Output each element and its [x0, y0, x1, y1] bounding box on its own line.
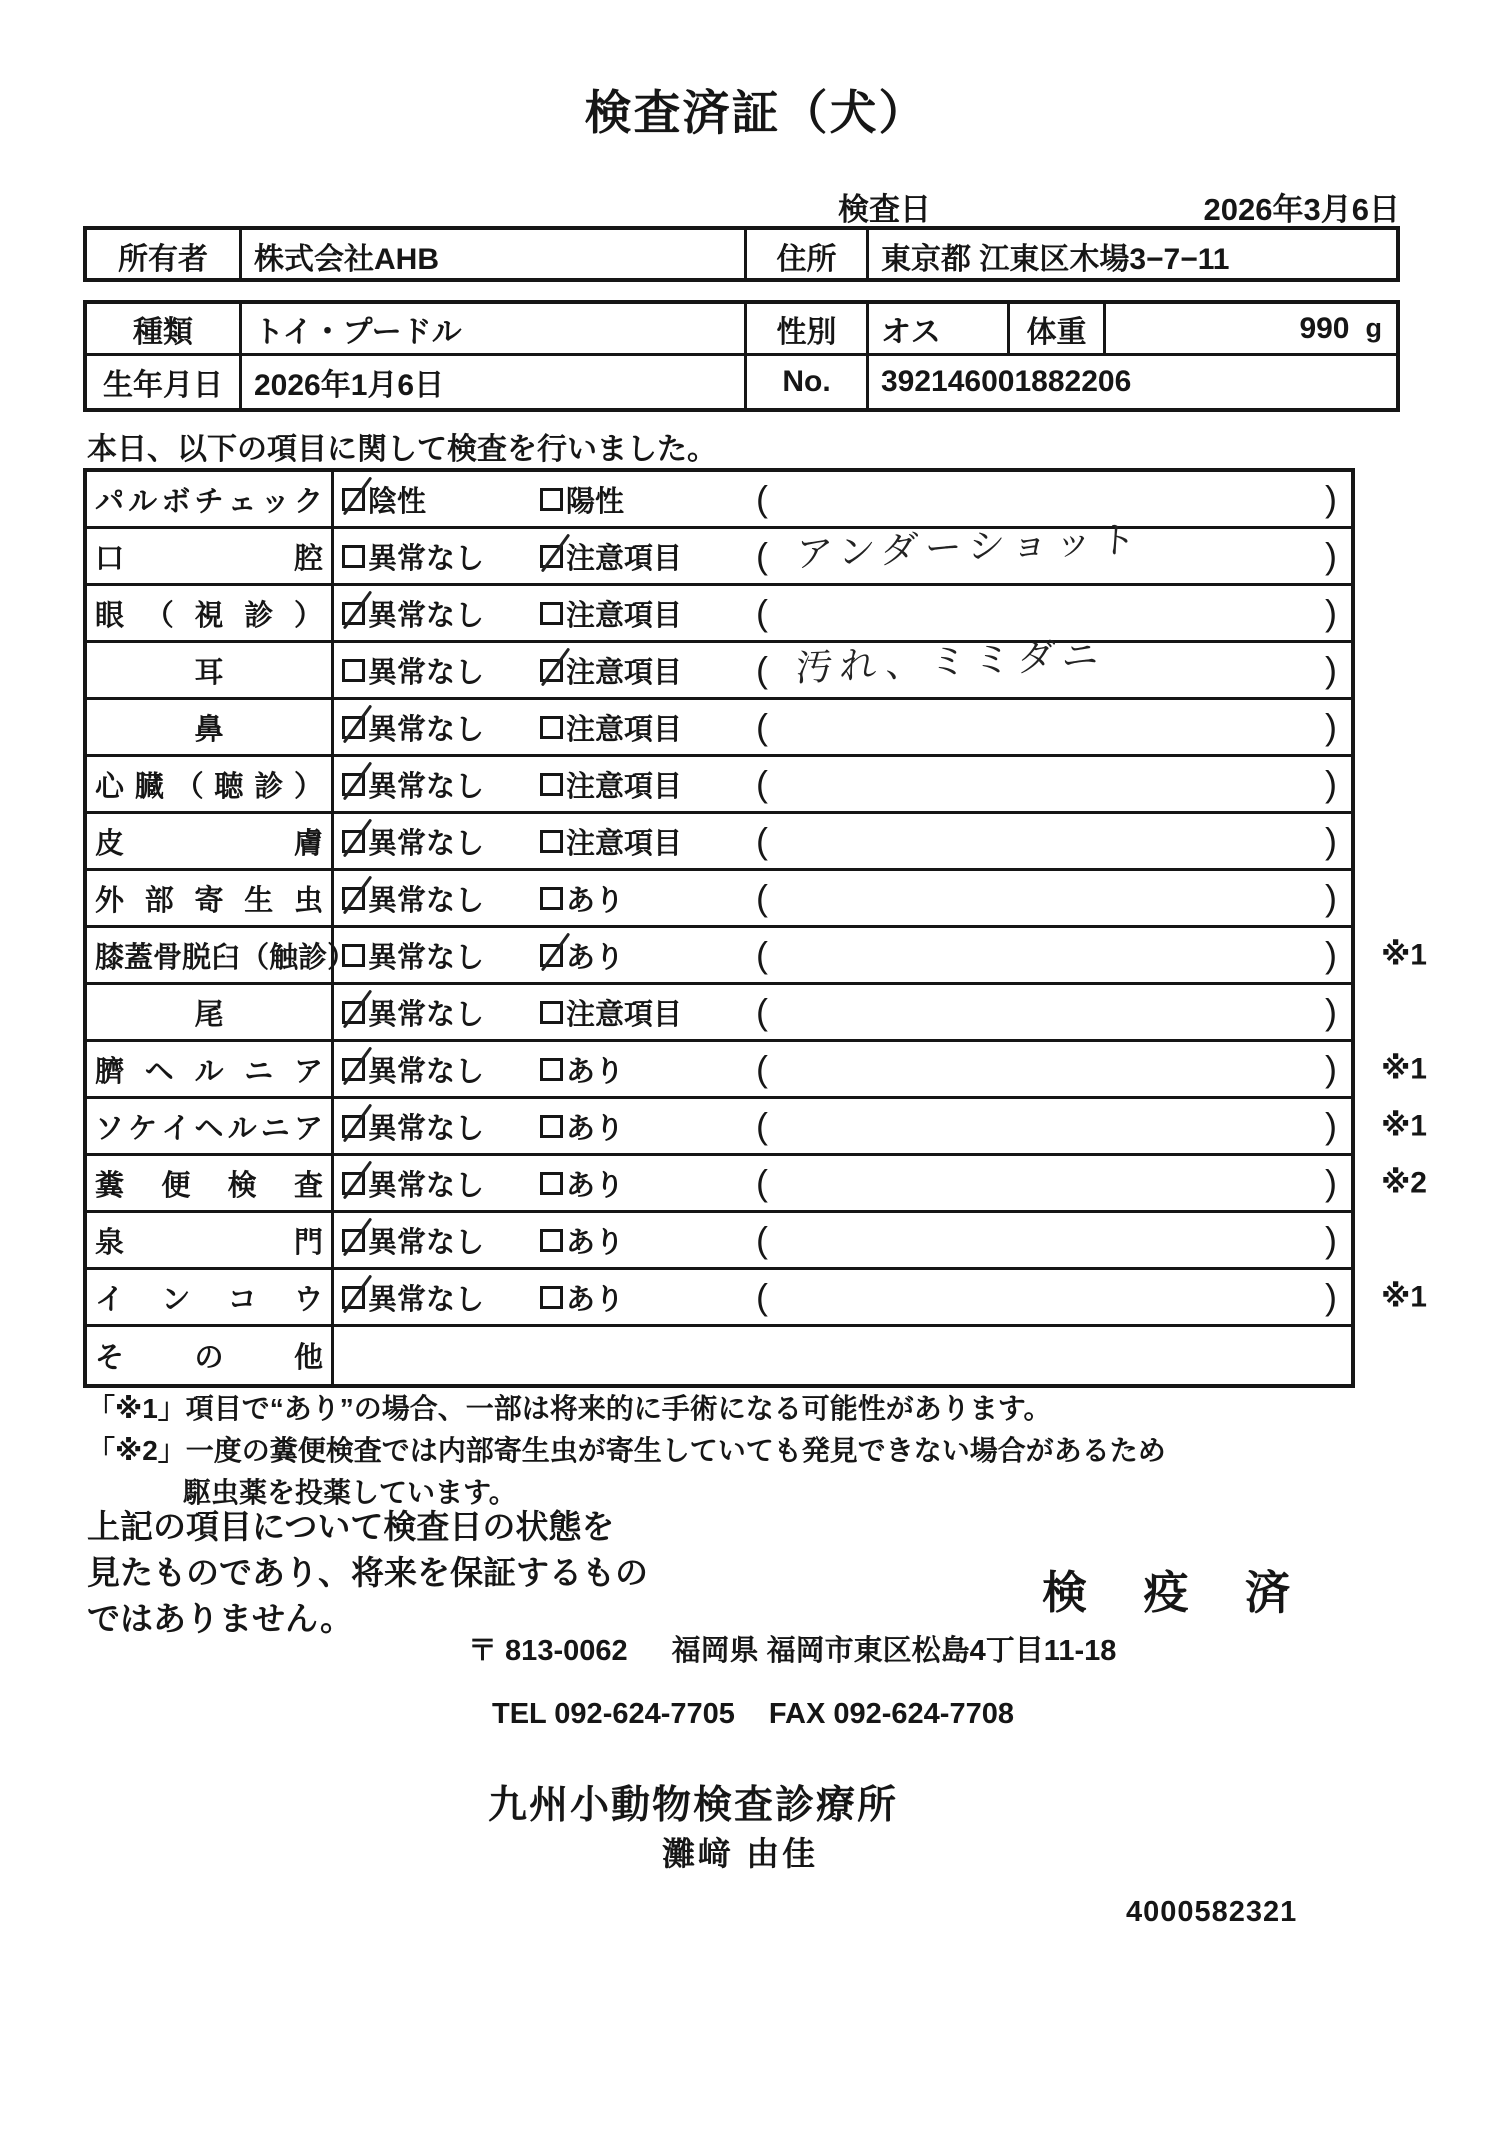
birthdate-value: 2026年1月6日: [239, 356, 744, 408]
close-paren: ): [1325, 763, 1337, 804]
quarantine-done-stamp: 検 疫 済: [1042, 1567, 1313, 1618]
checkbox-icon: [342, 1115, 365, 1138]
checklist-item-label: 皮 膚: [87, 814, 334, 868]
inspection-date-label: 検査日: [838, 192, 931, 227]
clinic-address-row: [468, 1628, 1116, 1669]
close-paren: ): [1325, 820, 1337, 861]
open-paren: (: [756, 934, 768, 975]
checklist-option-1: [342, 479, 540, 520]
option-1-label: 異常なし: [368, 827, 485, 860]
handwritten-note: [768, 927, 1324, 951]
clinic-postal-code: 〒 813-0062: [468, 1635, 628, 1667]
open-paren: (: [756, 592, 768, 633]
checkbox-icon: [342, 1229, 365, 1252]
checklist-option-1: [342, 593, 540, 634]
checklist-option-2: [540, 878, 756, 919]
footnote-ref-mark: ※1: [1381, 1280, 1427, 1314]
checkbox-icon: [540, 1286, 563, 1309]
option-2-label: 注意項目: [566, 656, 683, 689]
checklist-options: [334, 518, 1351, 583]
inspection-date-row: [838, 184, 1400, 229]
checkbox-icon: [540, 716, 563, 739]
checklist-options: [334, 1042, 1351, 1096]
checklist-options: [334, 700, 1351, 754]
handwritten-note: 汚れ、ミミダニ: [794, 634, 1107, 689]
checklist-options: [334, 1156, 1351, 1210]
checkbox-icon: [540, 1172, 563, 1195]
checkbox-icon: [342, 716, 365, 739]
checkbox-icon: [540, 602, 563, 625]
checklist-row: [87, 634, 1351, 700]
checklist-option-2: [540, 593, 756, 634]
id-number-label: No.: [744, 356, 866, 408]
checkbox-icon: [342, 1001, 365, 1024]
veterinarian-name: 灘﨑 由佳: [662, 1835, 819, 1872]
checklist-item-label: 眼 （ 視 診 ）: [87, 586, 334, 640]
checklist-row: [87, 871, 1351, 928]
checkbox-icon: [342, 602, 365, 625]
checklist-row: [87, 1213, 1351, 1270]
clinic-fax: FAX 092-624-7708: [768, 1698, 1014, 1730]
owner-table: [83, 226, 1400, 282]
option-2-label: あり: [566, 1112, 625, 1145]
checklist-option-2: [540, 1163, 756, 1204]
checkbox-icon: [342, 830, 365, 853]
close-paren: ): [1325, 934, 1337, 975]
open-paren: (: [756, 763, 768, 804]
open-paren: (: [756, 649, 768, 690]
option-1-label: 異常なし: [368, 884, 485, 917]
handwritten-note: [768, 1041, 1324, 1065]
checkbox-icon: [540, 944, 563, 967]
handwritten-note: [768, 699, 1324, 723]
checklist-option-1: [342, 878, 540, 919]
clinic-phone-row: [492, 1698, 1014, 1731]
open-paren: (: [756, 535, 768, 576]
option-1-label: 異常なし: [368, 542, 485, 575]
weight-value: 990: [1299, 311, 1350, 345]
checkbox-icon: [342, 1058, 365, 1081]
checkbox-icon: [342, 659, 365, 682]
checklist-item-label: 泉 門: [87, 1213, 334, 1267]
clinic-tel: TEL 092-624-7705: [492, 1698, 735, 1730]
close-paren: ): [1325, 478, 1337, 519]
checklist-option-2: [540, 1049, 756, 1090]
option-1-label: 異常なし: [368, 941, 485, 974]
close-paren: ): [1325, 877, 1337, 918]
checkbox-icon: [540, 773, 563, 796]
checklist-option-2: [540, 707, 756, 748]
owner-value: 株式会社AHB: [239, 230, 744, 282]
checkbox-icon: [342, 1286, 365, 1309]
checklist-option-1: [342, 536, 540, 577]
id-number-value: 392146001882206: [866, 356, 1396, 408]
checklist-options: [334, 985, 1351, 1039]
dog-table: [83, 300, 1400, 412]
breed-label: 種類: [133, 315, 193, 349]
open-paren: (: [756, 1162, 768, 1203]
checkbox-icon: [342, 944, 365, 967]
open-paren: (: [756, 1219, 768, 1260]
option-2-label: あり: [566, 941, 625, 974]
option-1-label: 異常なし: [368, 1226, 485, 1259]
checklist-item-label: 膝 蓋 骨 脱 臼 （ 触 診 ）: [87, 928, 334, 982]
footnote-ref-mark: ※1: [1381, 1109, 1427, 1143]
checklist-item-label: 臍 ヘ ル ニ ア: [87, 1042, 334, 1096]
clinic-name: 九州小動物検査診療所: [488, 1784, 899, 1827]
option-2-label: あり: [566, 1283, 625, 1316]
checklist-option-1: [342, 1106, 540, 1147]
close-paren: ): [1325, 1162, 1337, 1203]
handwritten-note: [768, 984, 1324, 1008]
checklist-option-2: [540, 935, 756, 976]
footnote-ref-mark: ※1: [1381, 938, 1427, 972]
checklist-option-1: [342, 764, 540, 805]
checkbox-icon: [342, 773, 365, 796]
document-number: 4000582321: [1126, 1896, 1298, 1928]
checklist-option-1: [342, 1163, 540, 1204]
checkbox-icon: [540, 1058, 563, 1081]
handwritten-note: [768, 1098, 1324, 1122]
checkbox-icon: [342, 545, 365, 568]
handwritten-note: [768, 1269, 1324, 1293]
open-paren: (: [756, 706, 768, 747]
open-paren: (: [756, 1276, 768, 1317]
checkbox-icon: [540, 1115, 563, 1138]
open-paren: (: [756, 877, 768, 918]
checklist-option-1: [342, 935, 540, 976]
option-2-label: 陽性: [566, 485, 625, 518]
checkbox-icon: [540, 659, 563, 682]
weight-label: 体重: [1007, 304, 1103, 353]
footnote-1: 「※1」項目で“あり”の場合、一部は将来的に手術になる可能性があります。: [87, 1393, 1052, 1424]
option-2-label: あり: [566, 1226, 625, 1259]
checklist-item-label: そ の 他: [87, 1327, 334, 1384]
examination-checklist-table: [83, 468, 1427, 1388]
open-paren: (: [756, 991, 768, 1032]
footnote-ref-mark: ※1: [1381, 1052, 1427, 1086]
close-paren: ): [1325, 1276, 1337, 1317]
checkbox-icon: [540, 1001, 563, 1024]
footnotes: [87, 1388, 1166, 1514]
checklist-row: [87, 700, 1351, 757]
owner-label: 所有者: [118, 243, 208, 276]
option-2-label: 注意項目: [566, 542, 683, 575]
weight-unit: g: [1365, 313, 1382, 343]
checklist-option-2: [540, 479, 756, 520]
handwritten-note: [768, 813, 1324, 837]
checkbox-icon: [342, 887, 365, 910]
footnote-ref-mark: ※2: [1381, 1166, 1427, 1200]
checklist-item-label: パ ル ボ チ ェ ッ ク: [87, 472, 334, 526]
checklist-row: [87, 757, 1351, 814]
checklist-row: [87, 1156, 1427, 1213]
checklist-row: [87, 928, 1427, 985]
checklist-item-label: 鼻: [87, 700, 334, 754]
option-2-label: 注意項目: [566, 599, 683, 632]
checklist-option-1: [342, 1220, 540, 1261]
close-paren: ): [1325, 991, 1337, 1032]
checklist-options: [334, 814, 1351, 868]
option-1-label: 陰性: [368, 485, 427, 518]
checkbox-icon: [540, 488, 563, 511]
breed-value: トイ・プードル: [239, 304, 744, 353]
checklist-options: [334, 634, 1351, 697]
disclaimer: [87, 1504, 648, 1642]
close-paren: ): [1325, 706, 1337, 747]
birthdate-label: 生年月日: [103, 369, 223, 402]
handwritten-note: [768, 471, 1324, 495]
page-title: 検査済証（犬）: [584, 86, 928, 139]
option-2-label: あり: [566, 1169, 625, 1202]
checklist-options: [334, 1213, 1351, 1267]
option-1-label: 異常なし: [368, 599, 485, 632]
checkbox-icon: [540, 887, 563, 910]
checklist-option-1: [342, 992, 540, 1033]
close-paren: ): [1325, 1219, 1337, 1260]
open-paren: (: [756, 478, 768, 519]
option-1-label: 異常なし: [368, 1169, 485, 1202]
close-paren: ): [1325, 649, 1337, 690]
checklist-item-label: イ ン コ ウ: [87, 1270, 334, 1324]
option-2-label: 注意項目: [566, 827, 683, 860]
checklist-item-label: 尾: [87, 985, 334, 1039]
checkbox-icon: [540, 830, 563, 853]
checklist-option-1: [342, 1049, 540, 1090]
close-paren: ): [1325, 592, 1337, 633]
checkbox-icon: [342, 1172, 365, 1195]
option-2-label: 注意項目: [566, 998, 683, 1031]
checklist-option-2: [540, 1277, 756, 1318]
handwritten-note: [768, 1155, 1324, 1179]
handwritten-note: [768, 1212, 1324, 1236]
handwritten-note: [768, 870, 1324, 894]
checklist-item-label: 糞 便 検 査: [87, 1156, 334, 1210]
checklist-item-label: 心 臓 （ 聴 診 ）: [87, 757, 334, 811]
checklist-item-label: 外 部 寄 生 虫: [87, 871, 334, 925]
checkbox-icon: [540, 545, 563, 568]
checklist-option-1: [342, 650, 540, 691]
close-paren: ): [1325, 1048, 1337, 1089]
checklist-option-2: [540, 821, 756, 862]
handwritten-note: [768, 585, 1324, 609]
option-2-label: あり: [566, 1055, 625, 1088]
checkbox-icon: [342, 488, 365, 511]
address-label: 住所: [744, 230, 866, 282]
checklist-option-2: [540, 650, 756, 691]
option-1-label: 異常なし: [368, 1055, 485, 1088]
option-2-label: 注意項目: [566, 770, 683, 803]
option-1-label: 異常なし: [368, 656, 485, 689]
close-paren: ): [1325, 1105, 1337, 1146]
checklist-option-1: [342, 707, 540, 748]
handwritten-note: [768, 756, 1324, 780]
checklist-row: [87, 518, 1351, 586]
footnote-2-continued: 駆虫薬を投薬しています。: [183, 1477, 517, 1508]
checklist-row: [87, 1099, 1427, 1156]
checklist-option-2: [540, 1220, 756, 1261]
address-value: 東京都 江東区木場3−7−11: [866, 230, 1396, 282]
checklist-item-label: ソ ケ イ ヘ ル ニ ア: [87, 1099, 334, 1153]
disclaimer-line-2: 見たものであり、将来を保証するもの: [87, 1554, 648, 1591]
option-2-label: 注意項目: [566, 713, 683, 746]
checklist-row: [87, 814, 1351, 871]
checkbox-icon: [540, 1229, 563, 1252]
checklist-option-2: [540, 1106, 756, 1147]
footnote-2: 「※2」一度の糞便検査では内部寄生虫が寄生していても発見できない場合があるため: [87, 1435, 1166, 1466]
option-2-label: あり: [566, 884, 625, 917]
disclaimer-line-1: 上記の項目について検査日の状態を: [87, 1508, 615, 1545]
disclaimer-line-3: ではありません。: [87, 1600, 353, 1637]
checklist-options: [334, 1099, 1351, 1153]
checklist-options: [334, 1327, 1351, 1384]
checklist-options: [334, 757, 1351, 811]
checklist-options: [334, 1270, 1351, 1324]
close-paren: ): [1325, 535, 1337, 576]
intro-text: 本日、以下の項目に関して検査を行いました。: [87, 433, 717, 466]
weight-cell: [1103, 304, 1396, 353]
sex-label: 性別: [744, 304, 866, 353]
checklist-option-2: [540, 764, 756, 805]
open-paren: (: [756, 820, 768, 861]
checklist-option-2: [540, 536, 756, 577]
handwritten-note: アンダーショット: [794, 518, 1145, 575]
option-1-label: 異常なし: [368, 713, 485, 746]
checklist-item-label: 耳: [87, 643, 334, 697]
open-paren: (: [756, 1105, 768, 1146]
inspection-date-value: 2026年3月6日: [1203, 192, 1400, 227]
checklist-option-2: [540, 992, 756, 1033]
checklist-item-label: 口 腔: [87, 529, 334, 583]
checklist-options: [334, 928, 1351, 982]
checklist-row: [87, 1327, 1351, 1384]
open-paren: (: [756, 1048, 768, 1089]
sex-value: オス: [866, 304, 1007, 353]
checklist-option-1: [342, 821, 540, 862]
option-1-label: 異常なし: [368, 1112, 485, 1145]
checklist-row: [87, 985, 1351, 1042]
checklist-options: [334, 871, 1351, 925]
checklist-row: [87, 1042, 1427, 1099]
option-1-label: 異常なし: [368, 1283, 485, 1316]
checklist-row: [87, 1270, 1427, 1327]
option-1-label: 異常なし: [368, 770, 485, 803]
clinic-address: 福岡県 福岡市東区松島4丁目11-18: [671, 1635, 1117, 1667]
option-1-label: 異常なし: [368, 998, 485, 1031]
checklist-option-1: [342, 1277, 540, 1318]
